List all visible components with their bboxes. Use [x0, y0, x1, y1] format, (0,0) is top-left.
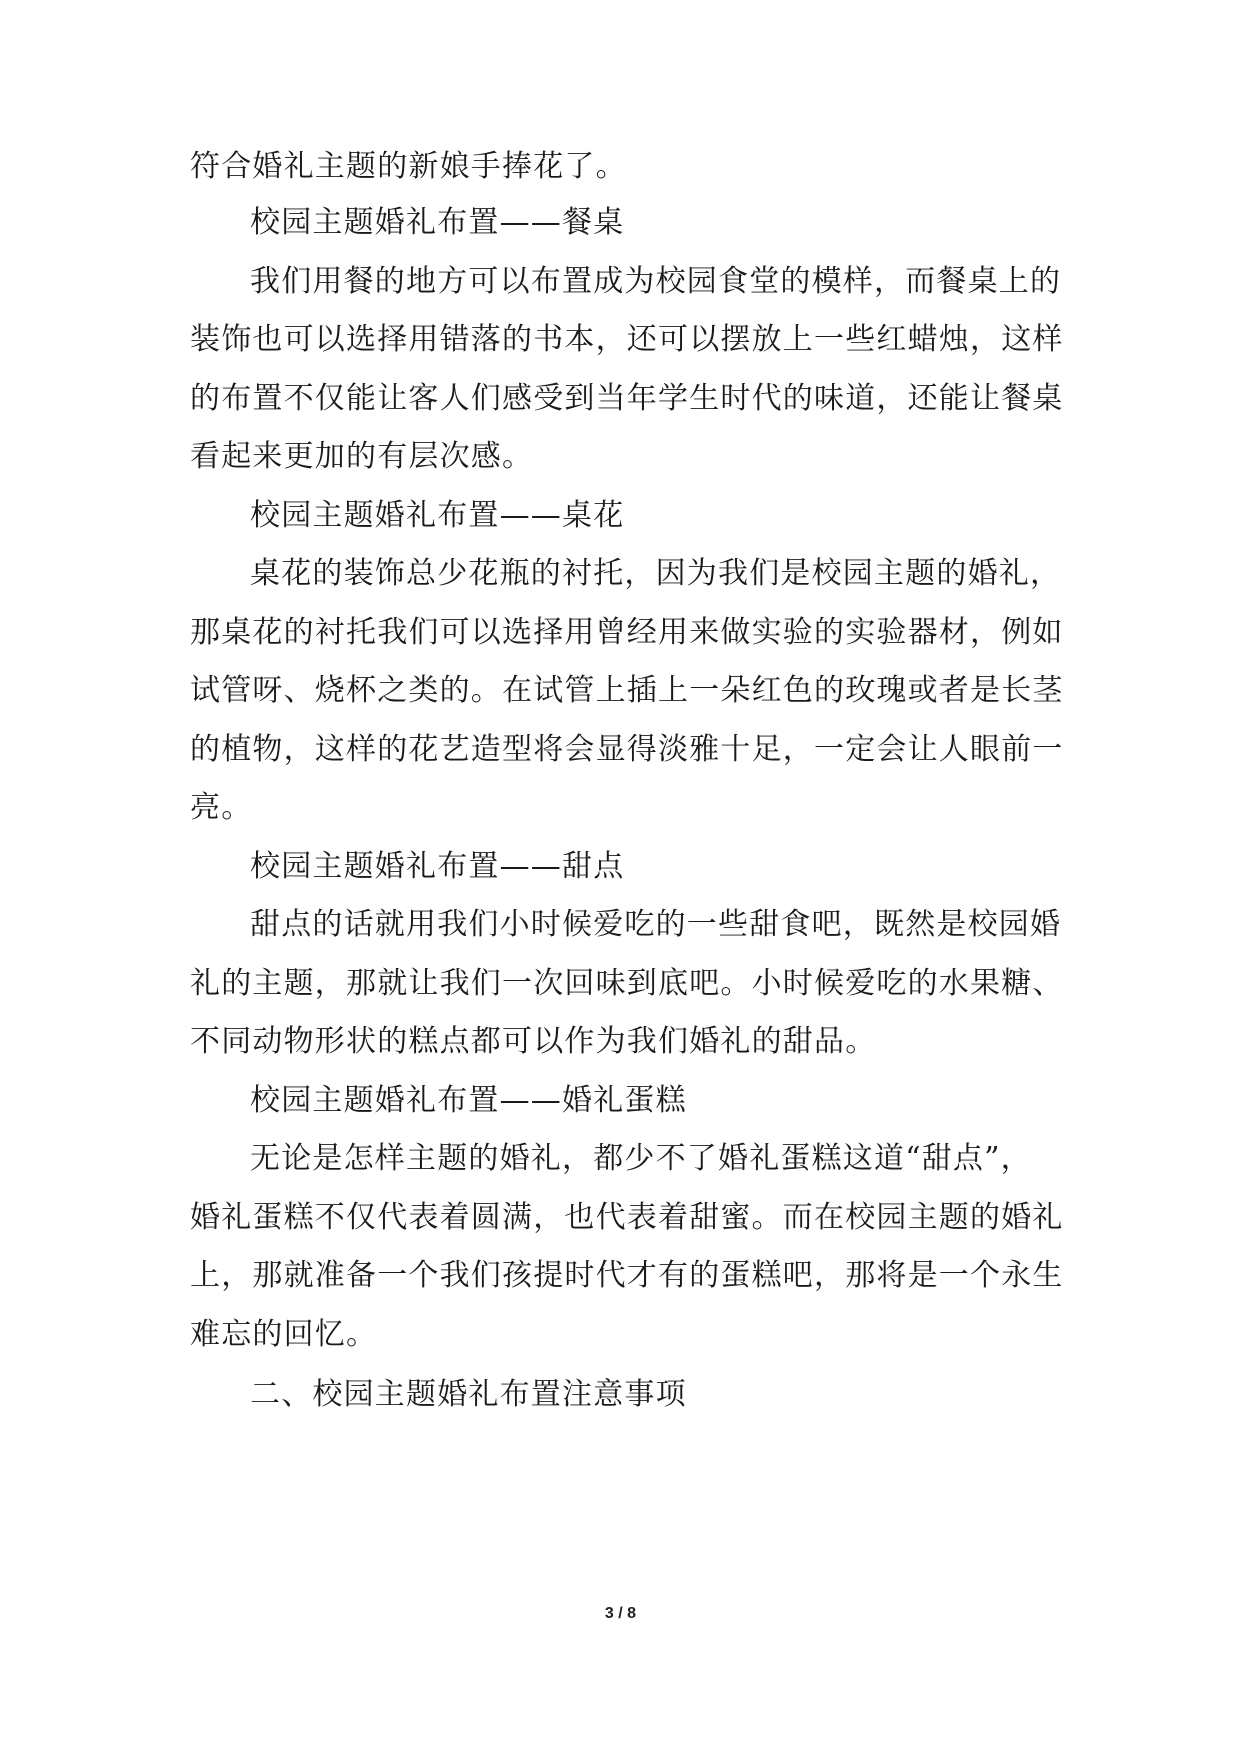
body-text-line: 符合婚礼主题的新娘手捧花了。 — [190, 149, 627, 184]
page-number: 3 / 8 — [604, 1605, 637, 1622]
body-text-line: 礼的主题，那就让我们一次回味到底吧。小时候爱吃的水果糖、 — [190, 966, 1064, 1001]
body-text-line: 桌花的装饰总少花瓶的衬托，因为我们是校园主题的婚礼， — [250, 556, 1062, 591]
section-heading-notes: 二、校园主题婚礼布置注意事项 — [250, 1377, 687, 1412]
section-heading-desserts: 校园主题婚礼布置——甜点 — [250, 849, 625, 884]
section-heading-table-flowers: 校园主题婚礼布置——桌花 — [250, 498, 625, 533]
body-text-line: 无论是怎样主题的婚礼，都少不了婚礼蛋糕这道“甜点”， — [250, 1141, 1032, 1176]
section-heading-dining-table: 校园主题婚礼布置——餐桌 — [250, 205, 625, 240]
body-text-line: 甜点的话就用我们小时候爱吃的一些甜食吧，既然是校园婚 — [250, 907, 1062, 942]
body-text-line: 的植物，这样的花艺造型将会显得淡雅十足，一定会让人眼前一 — [190, 732, 1064, 767]
body-text-line: 亮。 — [190, 790, 253, 825]
body-text-line: 我们用餐的地方可以布置成为校园食堂的模样，而餐桌上的 — [250, 264, 1062, 299]
body-text-line: 婚礼蛋糕不仅代表着圆满，也代表着甜蜜。而在校园主题的婚礼 — [190, 1200, 1064, 1235]
body-text-line: 不同动物形状的糕点都可以作为我们婚礼的甜品。 — [190, 1024, 877, 1059]
body-text-line: 那桌花的衬托我们可以选择用曾经用来做实验的实验器材，例如 — [190, 615, 1064, 650]
body-text-line: 的布置不仅能让客人们感受到当年学生时代的味道，还能让餐桌 — [190, 381, 1064, 416]
body-text-line: 上，那就准备一个我们孩提时代才有的蛋糕吧，那将是一个永生 — [190, 1258, 1064, 1293]
section-heading-wedding-cake: 校园主题婚礼布置——婚礼蛋糕 — [250, 1083, 687, 1118]
body-text-line: 试管呀、烧杯之类的。在试管上插上一朵红色的玫瑰或者是长茎 — [190, 673, 1064, 708]
body-text-line: 装饰也可以选择用错落的书本，还可以摆放上一些红蜡烛，这样 — [190, 322, 1064, 357]
body-text-line: 难忘的回忆。 — [190, 1317, 378, 1352]
body-text-line: 看起来更加的有层次感。 — [190, 439, 534, 474]
